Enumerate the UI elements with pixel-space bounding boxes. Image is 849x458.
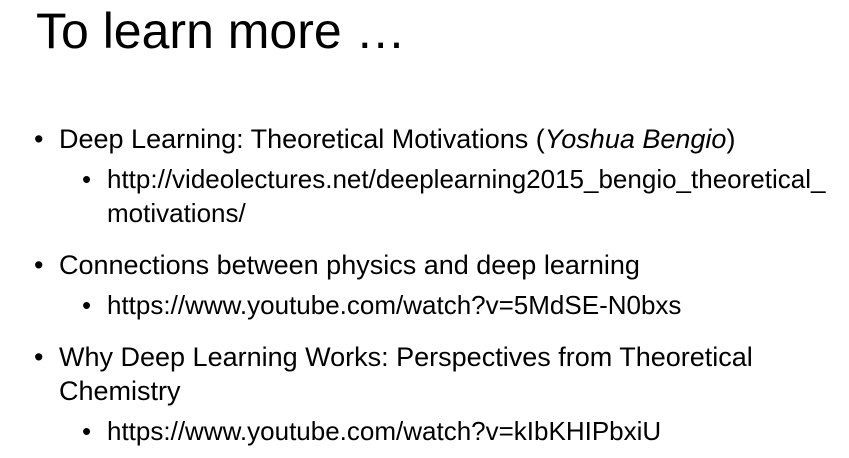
item-title: Deep Learning: Theoretical Motivations (Yoshua Bengio) bbox=[59, 124, 736, 154]
bullet: • bbox=[82, 416, 92, 446]
resource-list bbox=[34, 122, 834, 448]
bullet: • bbox=[34, 250, 44, 280]
sub-list-item bbox=[82, 288, 834, 322]
bullet: • bbox=[34, 124, 44, 154]
item-title: Connections between physics and deep learning bbox=[59, 250, 640, 280]
resource-link[interactable]: http://videolectures.net/deeplearning2015_bengio_theoretical_motivations/ bbox=[107, 164, 826, 228]
resource-link[interactable]: https://www.youtube.com/watch?v=5MdSE-N0bxs bbox=[107, 290, 682, 320]
list-item bbox=[34, 340, 834, 448]
bullet: • bbox=[82, 290, 92, 320]
resource-link[interactable]: https://www.youtube.com/watch?v=kIbKHIPbxiU bbox=[107, 416, 662, 446]
bullet: • bbox=[34, 342, 44, 372]
slide-title: To learn more … bbox=[36, 3, 406, 59]
sub-list-item bbox=[82, 414, 834, 448]
item-title: Why Deep Learning Works: Perspectives from Theoretical Chemistry bbox=[59, 342, 753, 406]
bullet: • bbox=[82, 164, 92, 194]
author-name: Yoshua Bengio bbox=[544, 124, 727, 154]
list-item bbox=[34, 248, 834, 322]
sub-list-item bbox=[82, 162, 834, 230]
list-item bbox=[34, 122, 834, 230]
